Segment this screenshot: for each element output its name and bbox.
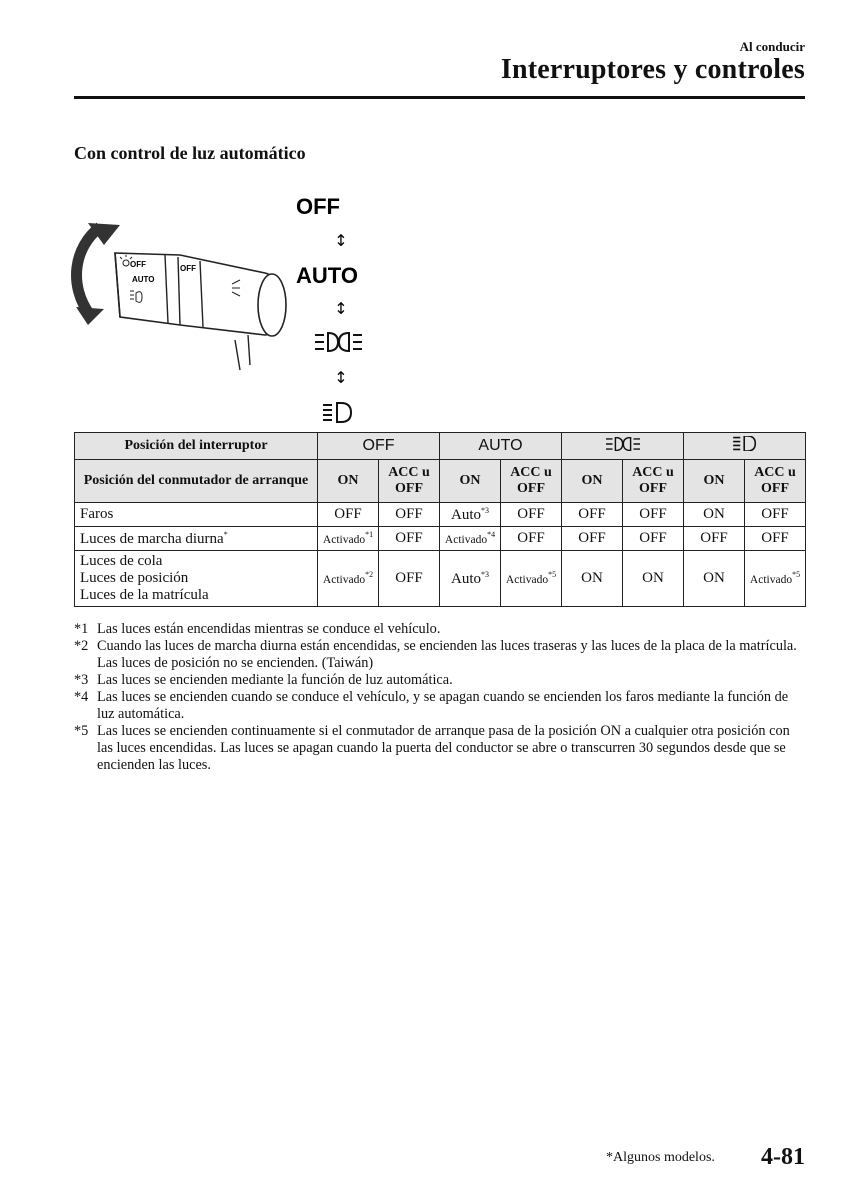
footnote — [74, 621, 806, 638]
footnote-key: *5 — [74, 723, 89, 739]
stalk-auto-label: AUTO — [132, 275, 155, 284]
row-label-line: Luces de posición — [80, 570, 189, 586]
footnote-text: Las luces están encendidas mientras se conduce el vehículo. — [97, 621, 441, 637]
table-cell — [745, 527, 806, 551]
parking-lights-icon — [315, 333, 362, 351]
ignition-acc-header: ACC u OFF — [379, 460, 440, 503]
footnote — [74, 689, 806, 723]
table-cell — [684, 527, 745, 551]
mode-low-beam-header — [684, 433, 806, 460]
footnote-key: *1 — [74, 621, 89, 637]
cell-value: Activado — [322, 573, 366, 586]
cell-value: Activado — [749, 573, 793, 586]
stalk-off-label-2: OFF — [180, 264, 196, 273]
table-row — [75, 527, 806, 551]
title-divider — [74, 96, 805, 99]
cell-footnote-ref: *4 — [487, 529, 496, 539]
mode-auto-header: AUTO — [440, 433, 562, 460]
table-body — [75, 503, 806, 607]
table-cell — [318, 503, 379, 527]
table-cell — [501, 551, 562, 607]
table-cell — [623, 551, 684, 607]
cell-value: Auto — [451, 506, 481, 523]
cell-value: OFF — [334, 506, 362, 522]
cell-value: OFF — [517, 506, 545, 522]
cell-value: OFF — [639, 506, 667, 522]
cell-value: OFF — [578, 506, 606, 522]
footnote — [74, 638, 806, 672]
parking-lights-icon — [606, 437, 640, 451]
rotate-arrow-bottom-icon — [76, 307, 104, 325]
row-label — [75, 551, 318, 607]
cell-value: ON — [642, 570, 664, 586]
cell-value: OFF — [395, 506, 423, 522]
footnote-key: *4 — [74, 689, 89, 705]
cell-value: ON — [703, 506, 725, 522]
light-switch-figure — [60, 185, 380, 430]
cell-value: OFF — [517, 530, 545, 546]
footnote-text: Las luces se encienden cuando se conduce el vehículo, y se apagan cuando se encienden los faros mediante la función de luz automática. — [97, 689, 789, 722]
table-cell — [318, 551, 379, 607]
ignition-on-header: ON — [440, 460, 501, 503]
row-label-text: Luces de marcha diurna — [80, 530, 224, 547]
footer-note: *Algunos modelos. — [606, 1150, 715, 1165]
cell-value: OFF — [395, 570, 423, 586]
footnote — [74, 723, 806, 774]
cell-value: OFF — [639, 530, 667, 546]
ignition-on-header: ON — [318, 460, 379, 503]
cell-footnote-ref: *3 — [481, 505, 489, 515]
cell-footnote-ref: *5 — [792, 569, 801, 579]
cell-footnote-ref: *2 — [365, 569, 374, 579]
mode-parking-header — [562, 433, 684, 460]
table-cell — [379, 551, 440, 607]
cell-value: Activado — [322, 533, 366, 546]
table-cell — [623, 527, 684, 551]
cell-footnote-ref: *5 — [548, 569, 557, 579]
cell-value: Auto — [451, 570, 481, 587]
switch-position-header: Posición del interruptor — [75, 433, 318, 460]
table-cell — [745, 551, 806, 607]
table-row — [75, 503, 806, 527]
table-header-switch-row — [75, 433, 806, 460]
footnote-key: *2 — [74, 638, 89, 654]
table-cell — [562, 527, 623, 551]
footnote-text: Las luces se encienden continuamente si el conmutador de arranque pasa de la posición ON a cualquier otra posición con las luces encendidas. Las luces se apagan cuando la puerta del conductor se abre o transcurren 30 segundos desde que se encienden las luces. — [97, 723, 790, 773]
footnote-text: Las luces se encienden mediante la función de luz automática. — [97, 672, 453, 688]
ignition-acc-header: ACC u OFF — [745, 460, 806, 503]
light-operation-table — [74, 432, 806, 607]
cell-footnote-ref: *1 — [365, 529, 374, 539]
table-cell — [379, 527, 440, 551]
cell-value: Activado — [505, 573, 549, 586]
table-cell — [562, 503, 623, 527]
page-title: Interruptores y controles — [500, 54, 805, 85]
cell-value: OFF — [700, 530, 728, 546]
table-cell — [440, 527, 501, 551]
footnote-key: *3 — [74, 672, 89, 688]
cell-footnote-ref: *3 — [481, 569, 489, 579]
page-number: 4-81 — [761, 1144, 805, 1170]
cell-value: OFF — [761, 506, 789, 522]
table-cell — [318, 527, 379, 551]
table-cell — [684, 503, 745, 527]
subheading: Con control de luz automático — [74, 143, 306, 163]
table-cell — [501, 527, 562, 551]
position-auto-label: AUTO — [296, 263, 358, 288]
cell-value: OFF — [761, 530, 789, 546]
table-cell — [440, 503, 501, 527]
cell-value: OFF — [578, 530, 606, 546]
row-label — [75, 503, 318, 527]
cell-value: OFF — [395, 530, 423, 546]
table-cell — [562, 551, 623, 607]
row-label-text: Faros — [80, 506, 114, 522]
position-off-label: OFF — [296, 194, 340, 219]
table-cell — [745, 503, 806, 527]
cell-value: ON — [581, 570, 603, 586]
ignition-on-header: ON — [562, 460, 623, 503]
cell-value: ON — [703, 570, 725, 586]
footnote-text: Cuando las luces de marcha diurna están encendidas, se encienden las luces traseras y las luces de la placa de la matrícula. Las luces de posición no se encienden. (Taiwán) — [97, 638, 797, 671]
arrow-off-auto-icon: ↕ — [334, 231, 348, 250]
section-label: Al conducir — [739, 39, 805, 54]
light-switch-stalk-illustration — [60, 185, 380, 430]
table-cell — [623, 503, 684, 527]
row-label-footnote-ref: * — [223, 529, 228, 539]
arrow-auto-parking-icon: ↕ — [334, 299, 348, 318]
table-header-ignition-row — [75, 460, 806, 503]
mode-off-header: OFF — [318, 433, 440, 460]
headlights-low-beam-icon — [733, 436, 757, 451]
table-cell — [501, 503, 562, 527]
ignition-position-header: Posición del conmutador de arranque — [75, 460, 318, 503]
row-label-line: Luces de la matrícula — [80, 587, 209, 603]
footnote — [74, 672, 806, 689]
table-row — [75, 551, 806, 607]
ignition-on-header: ON — [684, 460, 745, 503]
row-label-line: Luces de cola — [80, 553, 163, 569]
table-cell — [440, 551, 501, 607]
row-label — [75, 527, 318, 551]
ignition-acc-header: ACC u OFF — [501, 460, 562, 503]
stalk-off-label: OFF — [130, 260, 146, 269]
table-cell — [684, 551, 745, 607]
ignition-acc-header: ACC u OFF — [623, 460, 684, 503]
table-cell — [379, 503, 440, 527]
footnotes — [74, 621, 806, 774]
arrow-parking-low-icon: ↕ — [334, 368, 348, 387]
headlights-low-beam-icon — [323, 403, 351, 422]
cell-value: Activado — [444, 533, 488, 546]
